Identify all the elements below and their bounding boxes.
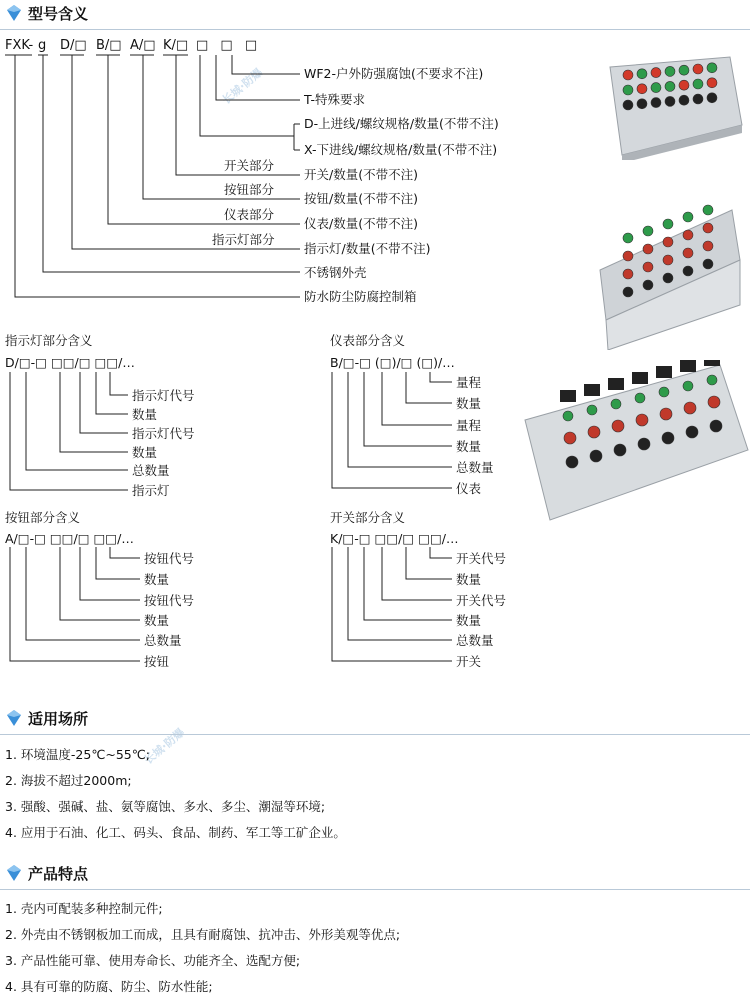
panel-button	[684, 402, 696, 414]
model-item: D-上进线/螺纹规格/数量(不带不注)	[304, 116, 499, 131]
panel-button	[683, 266, 693, 276]
section-header-features	[0, 860, 750, 890]
indicator-item: 数量	[132, 407, 158, 422]
panel-button	[707, 63, 717, 73]
panel-button	[590, 450, 602, 462]
model-item: WF2-户外防强腐蚀(不要求不注)	[304, 66, 484, 81]
section-title: 型号含义	[28, 5, 89, 23]
meter-window	[656, 366, 672, 378]
panel-button	[683, 230, 693, 240]
panel-button	[686, 426, 698, 438]
indicator-title: 指示灯部分含义	[5, 333, 93, 348]
panel-button	[703, 241, 713, 251]
list-item: 2. 海拔不超过2000m;	[5, 773, 132, 788]
section-title: 产品特点	[28, 865, 89, 883]
panel-button	[643, 244, 653, 254]
panel-button	[638, 438, 650, 450]
panel-button	[643, 280, 653, 290]
panel-button	[563, 411, 573, 421]
panel-button	[623, 287, 633, 297]
model-item: 不锈钢外壳	[304, 265, 367, 280]
panel-button	[611, 399, 621, 409]
panel-button	[679, 80, 689, 90]
switch-code: K/□-□ □□/□ □□/…	[330, 531, 459, 546]
panel-button	[588, 426, 600, 438]
model-d: D/□	[60, 38, 87, 53]
panel-button	[708, 396, 720, 408]
model-item: 按钮/数量(不带不注)	[304, 191, 418, 206]
meter-window	[608, 378, 624, 390]
panel-button	[659, 387, 669, 397]
model-item: 仪表/数量(不带不注)	[304, 216, 418, 231]
panel-button	[612, 420, 624, 432]
model-item: 指示灯/数量(不带不注)	[304, 241, 431, 256]
meter-item: 仪表	[456, 481, 482, 496]
panel-button	[665, 81, 675, 91]
switch-item: 数量	[456, 613, 482, 628]
panel-button	[614, 444, 626, 456]
panel-button	[623, 70, 633, 80]
button-item: 按钮代号	[144, 593, 195, 608]
panel-button	[564, 432, 576, 444]
button-code: A/□-□ □□/□ □□/…	[5, 531, 134, 546]
meter-window	[632, 372, 648, 384]
list-item: 1. 环境温度-25℃~55℃;	[5, 747, 150, 762]
section-header-usage	[0, 705, 750, 735]
panel-button	[663, 219, 673, 229]
model-extra: □ □ □	[196, 38, 262, 53]
panel-button	[683, 248, 693, 258]
panel-button	[660, 408, 672, 420]
model-part-label: 指示灯部分	[212, 232, 275, 247]
section-title: 适用场所	[28, 710, 89, 728]
panel-button	[665, 96, 675, 106]
watermark: 长城·防爆	[141, 725, 188, 767]
panel-button	[623, 85, 633, 95]
panel-button	[643, 226, 653, 236]
model-item: X-下进线/螺纹规格/数量(不带不注)	[304, 142, 498, 157]
model-prefix: FXK-	[5, 38, 34, 53]
model-item: 防水防尘防腐控制箱	[304, 289, 417, 304]
panel-button	[635, 393, 645, 403]
model-item: T-特殊要求	[304, 92, 365, 107]
model-g: g	[38, 38, 47, 53]
diamond-icon	[6, 864, 22, 882]
model-item: 开关/数量(不带不注)	[304, 167, 418, 182]
panel-button	[710, 420, 722, 432]
panel-button	[703, 259, 713, 269]
model-part-label: 开关部分	[224, 158, 275, 173]
switch-item: 总数量	[456, 633, 494, 648]
button-item: 数量	[144, 613, 170, 628]
features-list	[5, 896, 400, 1000]
model-b: B/□	[96, 38, 122, 53]
meter-window	[584, 384, 600, 396]
indicator-item: 数量	[132, 445, 158, 460]
button-item: 按钮	[144, 654, 170, 669]
indicator-code: D/□-□ □□/□ □□/…	[5, 355, 135, 370]
panel-button	[637, 69, 647, 79]
panel-button	[623, 233, 633, 243]
list-item: 4. 具有可靠的防腐、防尘、防水性能;	[5, 979, 213, 994]
switch-item: 开关代号	[456, 551, 507, 566]
panel-button	[587, 405, 597, 415]
button-title: 按钮部分含义	[5, 510, 81, 525]
list-item: 3. 产品性能可靠、使用寿命长、功能齐全、选配方便;	[5, 953, 301, 968]
button-item: 按钮代号	[144, 551, 195, 566]
panel-button	[703, 205, 713, 215]
panel-button	[707, 78, 717, 88]
button-item: 数量	[144, 572, 170, 587]
panel-button	[637, 84, 647, 94]
panel-button	[663, 255, 673, 265]
indicator-item: 指示灯	[132, 483, 170, 498]
model-part-label: 仪表部分	[224, 207, 275, 222]
meter-item: 量程	[456, 375, 482, 390]
panel-button	[683, 381, 693, 391]
panel-button	[683, 212, 693, 222]
panel-button	[643, 262, 653, 272]
switch-title: 开关部分含义	[330, 510, 406, 525]
list-item: 2. 外壳由不锈钢板加工而成，且具有耐腐蚀、抗冲击、外形美观等优点;	[5, 927, 401, 942]
panel-button	[679, 95, 689, 105]
panel-button	[679, 65, 689, 75]
diamond-icon	[6, 709, 22, 727]
indicator-item: 指示灯代号	[132, 388, 195, 403]
panel-button	[636, 414, 648, 426]
model-k: K/□	[163, 38, 189, 53]
model-part-label: 按钮部分	[224, 182, 275, 197]
panel-button	[693, 94, 703, 104]
meter-window	[704, 360, 720, 366]
meter-item: 数量	[456, 396, 482, 411]
switch-item: 开关	[456, 654, 482, 669]
watermark: 长城·防爆	[219, 65, 266, 107]
switch-item: 开关代号	[456, 593, 507, 608]
switch-item: 数量	[456, 572, 482, 587]
panel-button	[623, 269, 633, 279]
panel-button	[663, 273, 673, 283]
panel-button	[637, 99, 647, 109]
panel-button	[665, 66, 675, 76]
product-image-box-2	[592, 200, 742, 350]
panel-button	[623, 100, 633, 110]
panel-button	[651, 98, 661, 108]
panel-button	[566, 456, 578, 468]
model-a: A/□	[130, 38, 156, 53]
meter-item: 数量	[456, 439, 482, 454]
panel-button	[651, 68, 661, 78]
product-image-box-3	[520, 360, 750, 530]
panel-button	[703, 223, 713, 233]
panel-button	[662, 432, 674, 444]
meter-title: 仪表部分含义	[330, 333, 406, 348]
button-item: 总数量	[144, 633, 182, 648]
panel-button	[707, 93, 717, 103]
usage-list	[5, 742, 346, 846]
panel-button	[651, 83, 661, 93]
meter-window	[560, 390, 576, 402]
panel-button	[623, 251, 633, 261]
panel-button	[663, 237, 673, 247]
product-image-box-1	[600, 55, 745, 160]
indicator-item: 总数量	[132, 463, 170, 478]
meter-window	[680, 360, 696, 372]
panel-button	[693, 79, 703, 89]
list-item: 4. 应用于石油、化工、码头、食品、制药、军工等工矿企业。	[5, 825, 346, 840]
list-item: 3. 强酸、强碱、盐、氨等腐蚀、多水、多尘、潮湿等环境;	[5, 799, 326, 814]
meter-item: 总数量	[456, 460, 494, 475]
panel-button	[707, 375, 717, 385]
meter-code: B/□-□ (□)/□ (□)/…	[330, 355, 455, 370]
indicator-item: 指示灯代号	[132, 426, 195, 441]
meter-item: 量程	[456, 418, 482, 433]
list-item: 1. 壳内可配装多种控制元件;	[5, 901, 163, 916]
panel-button	[693, 64, 703, 74]
